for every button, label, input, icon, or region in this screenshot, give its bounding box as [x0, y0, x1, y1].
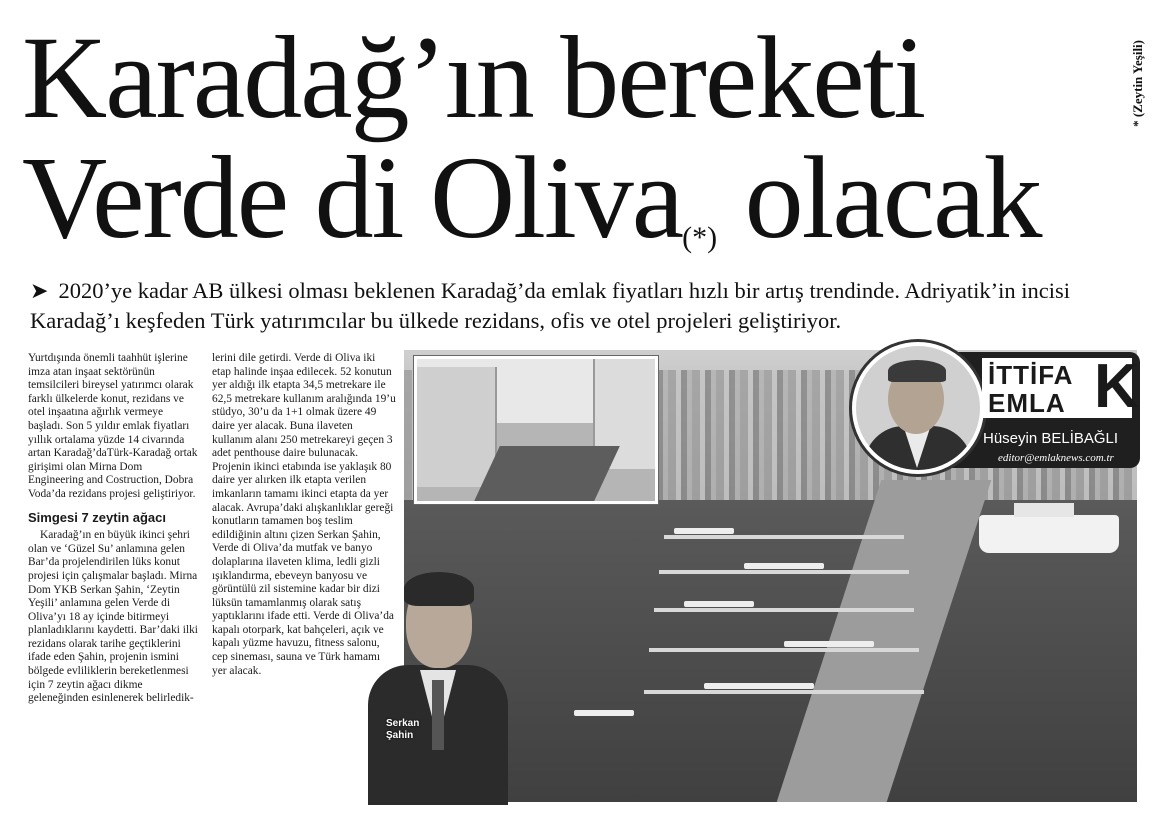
subheading: Simgesi 7 zeytin ağacı	[28, 509, 167, 525]
logo-letter-k: K	[1094, 352, 1139, 421]
columnist-avatar	[852, 342, 984, 474]
headline	[22, 12, 1122, 263]
portrait-serkan-sahin	[368, 570, 508, 802]
avatar-hair	[888, 360, 946, 382]
render-building-left	[417, 367, 497, 487]
photo-pier	[664, 535, 904, 539]
photo-boat	[674, 528, 734, 534]
lead-paragraph	[30, 276, 1140, 336]
headline-line-1: Karadağ’ın bereketi	[22, 12, 925, 143]
columnist-badge	[852, 342, 1140, 474]
project-render-inset	[414, 356, 658, 504]
column-1-paragraph-2: Karadağ’ın en büyük ikinci şehri olan ve ‘Güzel Su’ anlamına gelen Bar’da projelendirilen lüks konut projesi için çalışmalar başladı. Mirna Dom YKB Serkan Şahin, ‘Zeytin Yeşili’ anlamına gelen Verde di Oliva’yı 18 ay içinde bitirmeyi planladıklarını kaydetti. Bar’daki ilki rezidans olarak tarihe geçtiklerini ifade eden Şahin, projenin ismini bölgede evliliklerin bereketlenmesi için 7 zeytin ağacı dikme geleneğinden esinlenerek belirledik-	[28, 529, 198, 705]
photo-boat	[784, 641, 874, 647]
headline-line-2-end: olacak	[744, 132, 1041, 263]
logo-word-emla: EMLA	[988, 388, 1066, 418]
photo-caption-line-2: Şahin	[386, 730, 414, 741]
photo-pier	[654, 608, 914, 612]
photo-pier	[644, 690, 924, 694]
portrait-tie	[432, 680, 444, 750]
column-1-paragraph-1: Yurtdışında önemli taahhüt işlerine imza atan inşaat sektörünün temsilcileri bireysel yatırımcı olarak farklı ülkelerde konut, rezidans ve otel inşaatına ağırlık vermeye başladı. Son 5 yıldır emlak fiyatları yıllık ortalama yüzde 14 civarında artan Karadağ’daTürk-Karadağ ortak girişimi olan Mirna Dom Engineering and Costruction, Dobra Voda’da rezidans projesi geliştiriyor.	[28, 352, 198, 500]
photo-pier	[649, 648, 919, 652]
photo-ferry	[979, 515, 1119, 553]
lead-text: 2020’ye kadar AB ülkesi olması beklenen Karadağ’da emlak fiyatları hızlı bir artış trendinde. Adriyatik’in incisi Karadağ’ı keşfeden Türk yatırımcılar bu ülkede rezidans, ofis ve otel projeleri geliştiriyor.	[30, 278, 1071, 333]
render-road	[474, 446, 620, 501]
headline-footnote-mark: (*)	[682, 221, 718, 254]
headline-line-2-start: Verde di Oliva	[22, 132, 683, 263]
photo-caption-line-1: Serkan	[386, 718, 420, 729]
columnist-name: Hüseyin BELİBAĞLI	[983, 430, 1119, 447]
article-column-1	[28, 352, 200, 706]
logo-word-ittifa: İTTİFA	[988, 360, 1074, 390]
arrow-icon: ➤	[30, 278, 49, 303]
photo-boat	[684, 601, 754, 607]
portrait-hair	[404, 572, 474, 606]
photo-boat	[744, 563, 824, 569]
columnist-email: editor@emlaknews.com.tr	[998, 452, 1114, 464]
side-note-footnote: * (Zeytin Yeşili)	[1130, 40, 1145, 127]
headline-line-2	[22, 132, 1122, 263]
photo-pier	[659, 570, 909, 574]
photo-caption	[386, 718, 419, 742]
photo-boat	[704, 683, 814, 689]
ittifak-emlak-logo	[982, 352, 1139, 421]
photo-boat	[574, 710, 634, 716]
column-2-paragraph-1: lerini dile getirdi. Verde di Oliva iki etap halinde inşaa edilecek. 52 konutun yer aldığı ilk etapta 34,5 metrekare ile 62,5 metrekare kullanım aralığında 19’u stüdyo, 30’u da 1+1 olmak üzere 49 daire yer alacak. Buna ilaveten kullanım alanı 250 metrekareyi geçen 3 adet penthouse daire bulunacak. Projenin ikinci etabında ise yaklaşık 80 daire yer alırken ilk etapta verilen imkanların tamamı ikinci etapta da yer alacak. Avrupa’daki alışkanlıklar gereği konutların tamamen boş teslim edildiğinin altını çizen Serkan Şahin, Verde di Oliva’da mutfak ve banyo dolaplarına ilaveten klima, ledli gizli ışıklandırma, ebeveyn banyosu ve görüntülü zil sistemine kadar bir dizi lüksün tamamlanmış olarak satış yaptıklarını ifade etti. Verde di Oliva’da kapalı otorpark, kat bahçeleri, açık ve kapalı yüzme havuzu, fitness salonu, cep sineması, sauna ve Türk hamamı yer alacak.	[212, 352, 396, 677]
